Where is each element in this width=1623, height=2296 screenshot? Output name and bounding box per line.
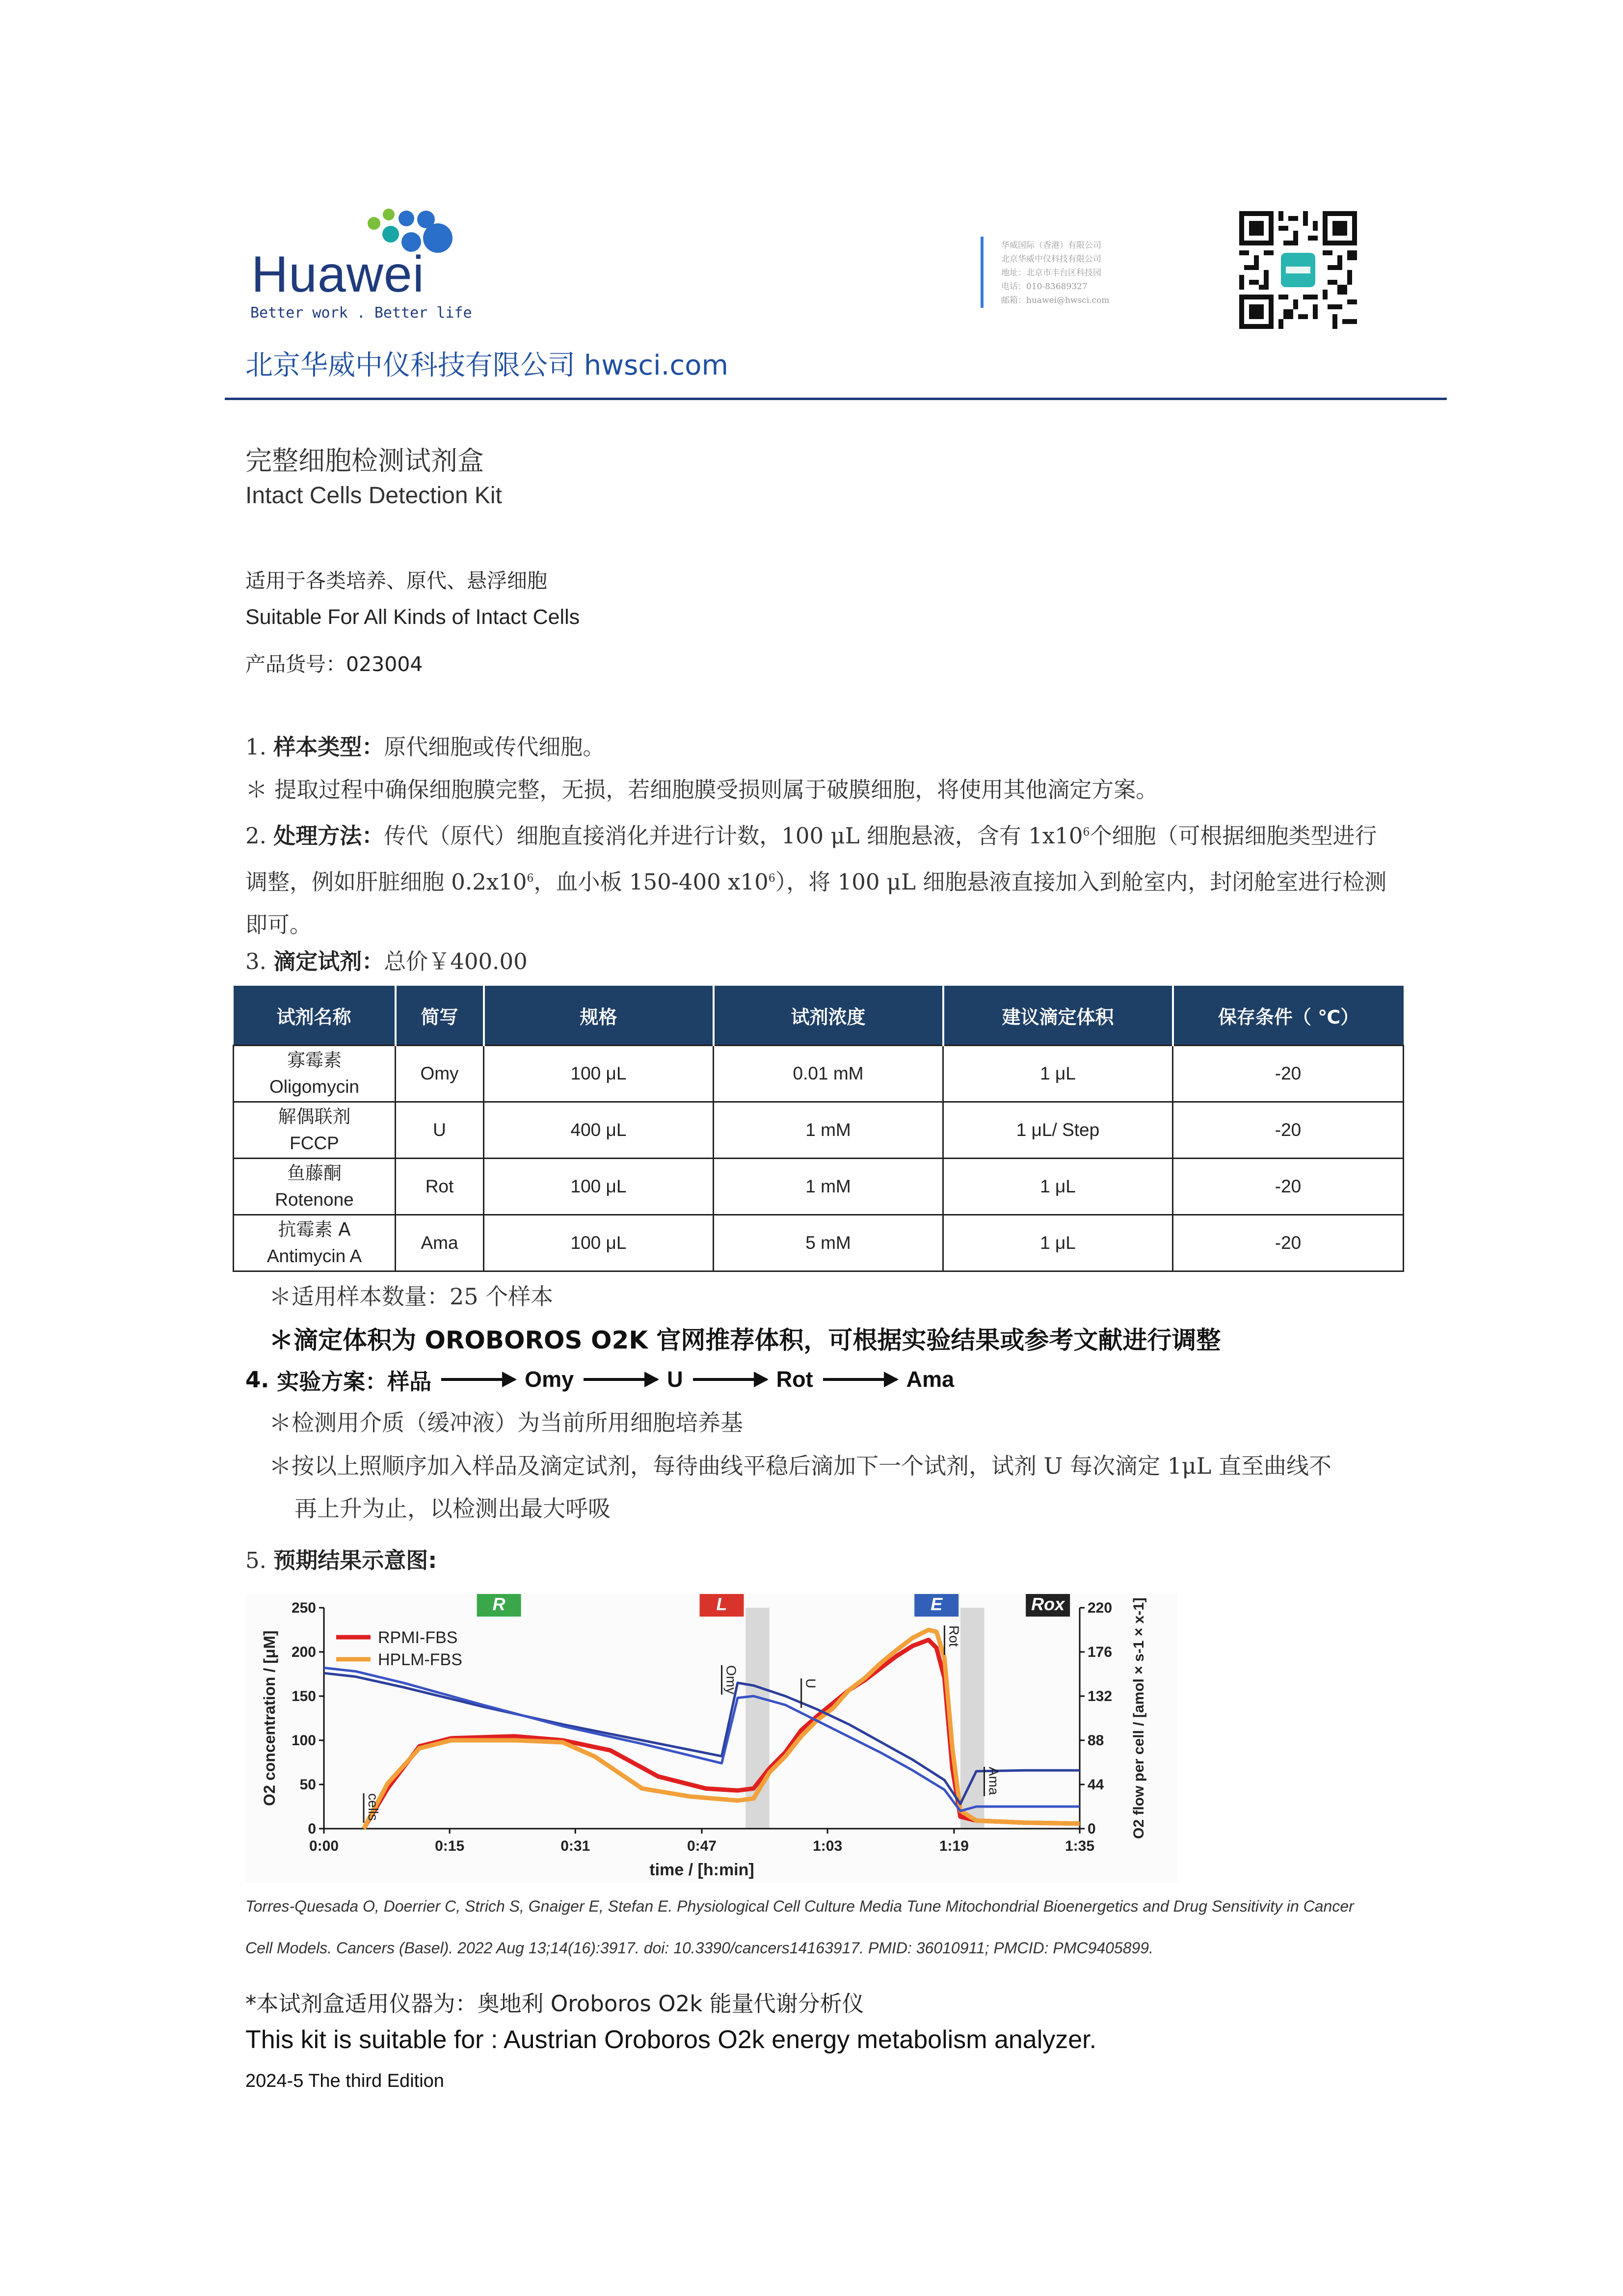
column-header: 试剂名称 [234, 986, 396, 1046]
section-3: 3. 滴定试剂：总价￥400.00 [245, 948, 528, 974]
footer-instrument-en: This kit is suitable for : Austrian Oroboros O2k energy metabolism analyzer. [245, 2026, 1097, 2054]
title-english: Intact Cells Detection Kit [245, 483, 502, 509]
product-number: 产品货号：023004 [245, 652, 423, 676]
legend-label: RPMI-FBS [378, 1628, 458, 1647]
concentration-cell: 0.01 mM [714, 1046, 943, 1102]
reference-line-2: Cell Models. Cancers (Basel). 2022 Aug 13;14(16):3917. doi: 10.3390/cancers14163917. PMID: 36010911; PMCID: PMC9405899. [245, 1939, 1153, 1957]
edition: 2024-5 The third Edition [245, 2071, 444, 2091]
volume-cell: 1 μL [943, 1215, 1173, 1271]
contact-line-4: 电话：010-83689327 [1001, 282, 1088, 292]
y-right-tick-label: 176 [1088, 1644, 1113, 1660]
logo-tagline: Better work . Better life [250, 304, 472, 322]
scheme-step-u: U [667, 1367, 683, 1392]
spec-cell: 400 μL [484, 1102, 714, 1159]
section-2: 2. 处理方法：传代（原代）细胞直接消化并进行计数，100 μL 细胞悬液，含有 $1x10^6$个细胞（可根据细胞类型进行调整，例如肝脏细胞 $0.2x10^6$，血小板 150-400 $x10^6$），将 100 μL 细胞悬液直接加入到舱室内，封闭舱室进行检测即可。 [245, 823, 1387, 938]
table-row [234, 1215, 1404, 1271]
y-axis-right-label: O2 flow per cell / [amol × s-1 × x-1] [1131, 1597, 1147, 1839]
company-name: 北京华威中仪科技有限公司 hwsci.com [245, 350, 729, 381]
section-1: 1. 样本类型：原代细胞或传代细胞。 [245, 734, 605, 760]
section-4-note-order-cont: 再上升为止，以检测出最大呼吸 [294, 1495, 611, 1522]
table-row [234, 1159, 1404, 1215]
scheme-step-omy: Omy [525, 1367, 574, 1392]
reagent-table [233, 986, 1404, 1272]
title-chinese: 完整细胞检测试剂盒 [245, 445, 484, 476]
table-header-row [234, 986, 1404, 1046]
concentration-cell: 5 mM [714, 1215, 943, 1271]
note-titration-volume: ＊滴定体积为 OROBOROS O2K 官网推荐体积，可根据实验结果或参考文献进行调整 [269, 1326, 1221, 1354]
table-row [234, 1046, 1404, 1102]
reagent-name-cell: 抗霉素 A Antimycin A [234, 1215, 396, 1271]
storage-cell: -20 [1173, 1046, 1404, 1102]
y-left-tick-label: 200 [291, 1644, 316, 1660]
abbr-cell: Rot [396, 1159, 484, 1215]
volume-cell: 1 μL/ Step [943, 1102, 1173, 1159]
note-sample-count: ＊适用样本数量：25 个样本 [269, 1283, 554, 1310]
column-header: 简写 [396, 986, 484, 1046]
annotation-label: Omy [723, 1665, 739, 1695]
logo-wordmark: Huawei [251, 246, 425, 303]
x-tick-label: 1:35 [1064, 1838, 1095, 1854]
section-4-note-medium: ＊检测用介质（缓冲液）为当前所用细胞培养基 [269, 1409, 743, 1436]
column-header: 试剂浓度 [714, 986, 943, 1046]
y-left-tick-label: 50 [299, 1777, 316, 1793]
y-axis-left-label: O2 concentration / [μM] [261, 1630, 278, 1806]
x-tick-label: 1:03 [813, 1838, 843, 1854]
reagent-name-cell: 解偶联剂 FCCP [234, 1102, 396, 1159]
phase-label: Rox [1031, 1594, 1065, 1614]
x-axis-label: time / [h:min] [649, 1861, 754, 1879]
y-left-tick-label: 100 [291, 1732, 316, 1749]
section-4-note-order: ＊按以上照顺序加入样品及滴定试剂，每待曲线平稳后滴加下一个试剂，试剂 U 每次滴定 1μL 直至曲线不 [269, 1453, 1331, 1479]
table-row [234, 1102, 1404, 1159]
abbr-cell: Omy [396, 1046, 484, 1102]
section-5: 5. 预期结果示意图: [245, 1547, 437, 1573]
contact-line-5: 邮箱：huawei@hwsci.com [1001, 296, 1110, 305]
storage-cell: -20 [1173, 1159, 1404, 1215]
arrow-right-icon [441, 1378, 515, 1381]
scheme-step-sample: 样品 [387, 1369, 432, 1394]
x-tick-label: 1:19 [939, 1838, 969, 1854]
phase-label: E [931, 1594, 943, 1614]
annotation-label: Rot [946, 1625, 962, 1647]
reagent-name-cell: 鱼藤酮 Rotenone [234, 1159, 396, 1215]
column-header: 保存条件（ ℃） [1173, 986, 1404, 1046]
contact-line-2: 北京华威中仪科技有限公司 [1001, 254, 1101, 264]
respiration-chart [245, 1593, 1178, 1883]
section-1-note: ＊ 提取过程中确保细胞膜完整，无损，若细胞膜受损则属于破膜细胞，将使用其他滴定方案。 [245, 777, 1158, 803]
arrow-right-icon [823, 1378, 897, 1381]
concentration-cell: 1 mM [714, 1159, 943, 1215]
x-tick-label: 0:00 [309, 1838, 339, 1854]
spec-cell: 100 μL [484, 1159, 714, 1215]
volume-cell: 1 μL [943, 1046, 1173, 1102]
y-right-tick-label: 220 [1088, 1600, 1113, 1616]
x-tick-label: 0:47 [687, 1838, 717, 1854]
contact-line-1: 华威国际（香港）有限公司 [1001, 241, 1101, 250]
y-right-tick-label: 132 [1088, 1688, 1113, 1704]
annotation-label: U [803, 1678, 819, 1689]
y-left-tick-label: 150 [291, 1688, 316, 1704]
phase-label: L [716, 1594, 727, 1614]
annotation-label: Ama [986, 1767, 1002, 1795]
x-tick-label: 0:15 [435, 1838, 465, 1854]
contact-divider [981, 237, 984, 308]
scheme-step-ama: Ama [906, 1367, 955, 1392]
concentration-cell: 1 mM [714, 1102, 943, 1159]
spec-cell: 100 μL [484, 1215, 714, 1271]
y-right-tick-label: 88 [1088, 1732, 1104, 1749]
storage-cell: -20 [1173, 1215, 1404, 1271]
qr-code-icon [1239, 211, 1357, 329]
spec-cell: 100 μL [484, 1046, 714, 1102]
y-right-tick-label: 44 [1088, 1777, 1104, 1793]
suitable-english: Suitable For All Kinds of Intact Cells [245, 605, 580, 629]
y-left-tick-label: 0 [308, 1821, 316, 1837]
scheme-step-rot: Rot [776, 1367, 813, 1392]
abbr-cell: Ama [396, 1215, 484, 1271]
storage-cell: -20 [1173, 1102, 1404, 1159]
x-tick-label: 0:31 [560, 1838, 590, 1854]
legend-label: HPLM-FBS [378, 1650, 462, 1669]
y-right-tick-label: 0 [1088, 1821, 1096, 1837]
column-header: 建议滴定体积 [943, 986, 1173, 1046]
arrow-right-icon [693, 1378, 767, 1381]
reagent-name-cell: 寡霉素 Oligomycin [234, 1046, 396, 1102]
y-left-tick-label: 250 [291, 1600, 316, 1616]
suitable-chinese: 适用于各类培养、原代、悬浮细胞 [245, 569, 547, 593]
contact-line-3: 地址：北京市丰台区科技园 [1001, 268, 1101, 278]
footer-instrument-cn: *本试剂盒适用仪器为：奥地利 Oroboros O2k 能量代谢分析仪 [245, 1991, 864, 2017]
section-4-scheme: 4. 实验方案： 样品 Omy U Rot Ama [245, 1362, 954, 1397]
arrow-right-icon [584, 1378, 657, 1381]
header-divider [225, 398, 1447, 400]
column-header: 规格 [484, 986, 714, 1046]
reference-line-1: Torres-Quesada O, Doerrier C, Strich S, Gnaiger E, Stefan E. Physiological Cell Culture Media Tune Mitochondrial Bioenergetics and Drug Sensitivity in Cancer [245, 1897, 1354, 1915]
annotation-label: cells [366, 1793, 381, 1821]
volume-cell: 1 μL [943, 1159, 1173, 1215]
phase-label: R [492, 1594, 506, 1614]
abbr-cell: U [396, 1102, 484, 1159]
